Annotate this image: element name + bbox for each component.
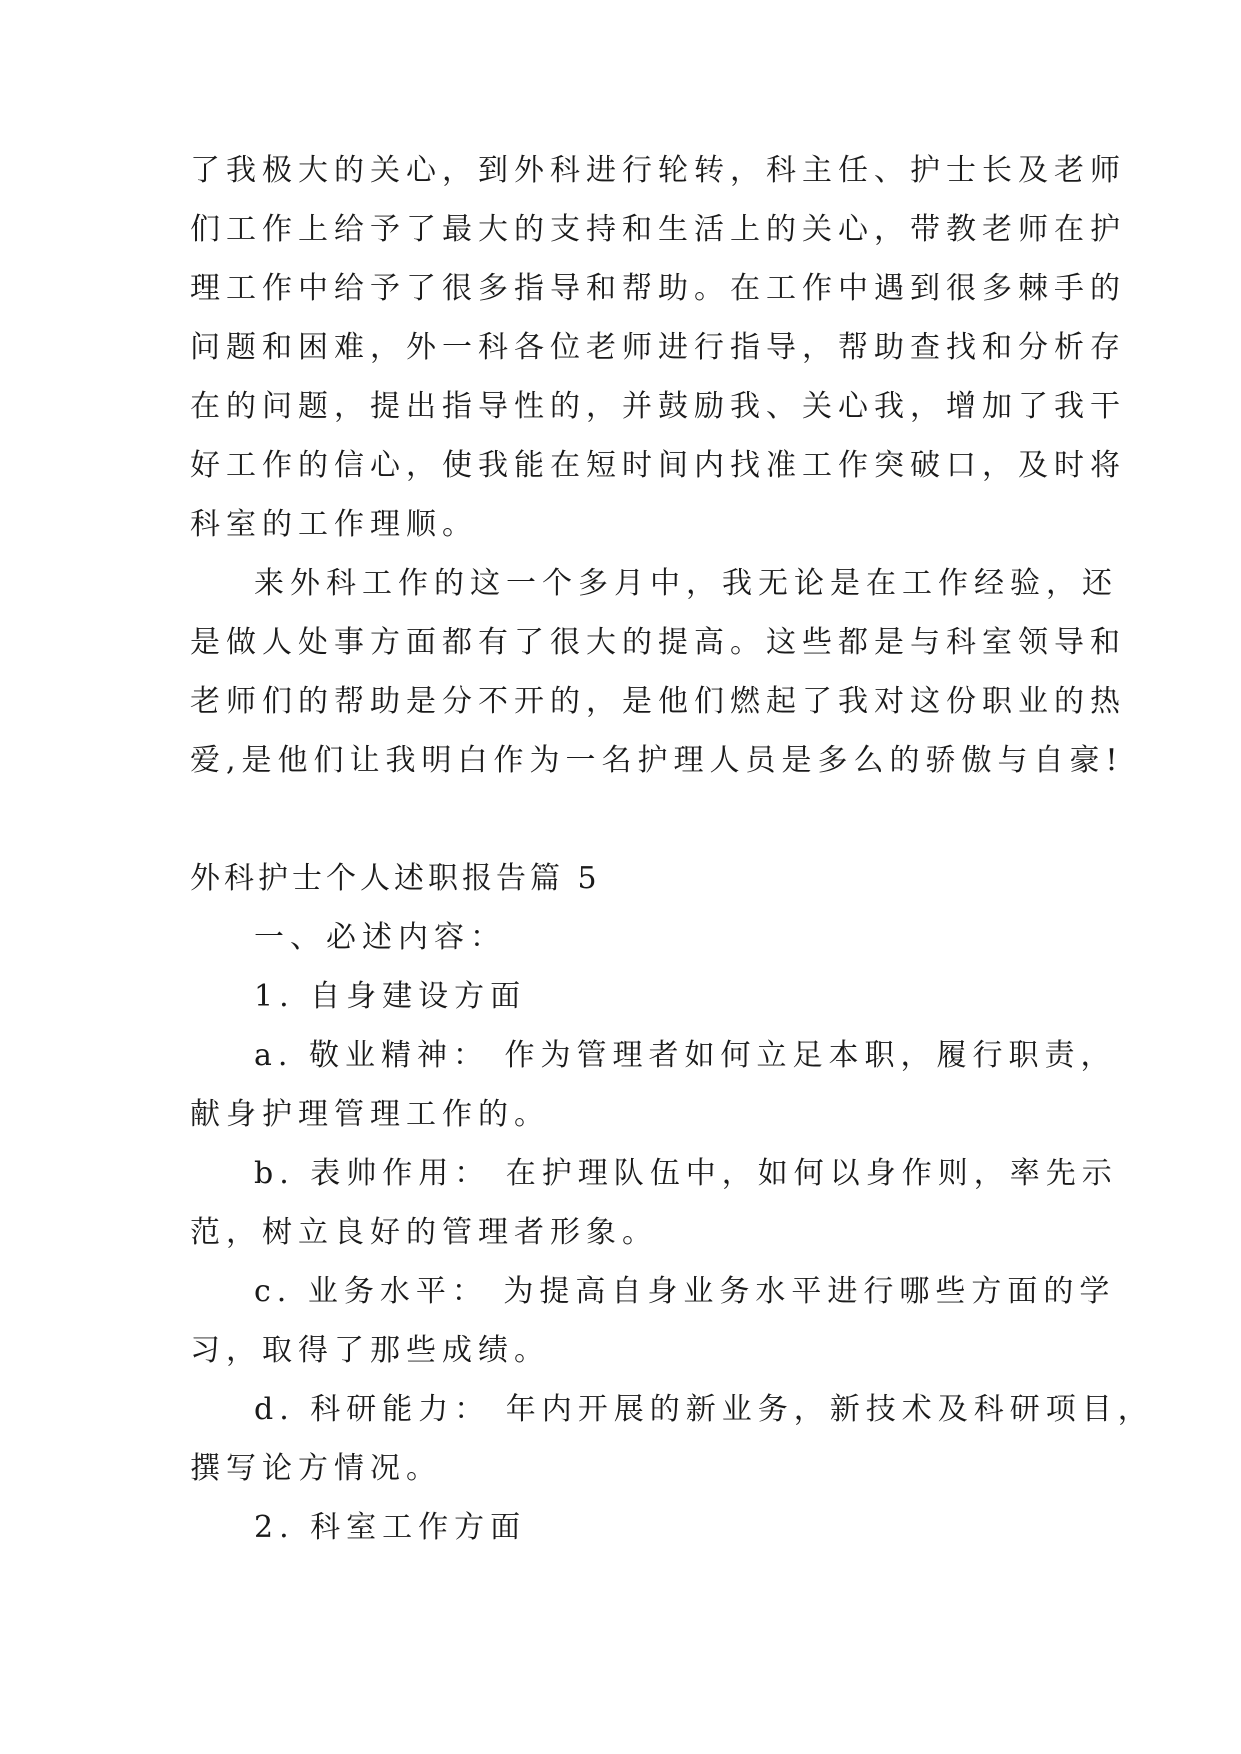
- list-item-continuation: 习，取得了那些成绩。: [190, 1333, 550, 1368]
- item-title: 1. 自身建设方面: [254, 979, 527, 1014]
- list-item: a. 敬业精神： 作为管理者如何立足本职，履行职责，: [254, 1038, 1117, 1073]
- text-line: 问题和困难，外一科各位老师进行指导，帮助查找和分析存: [190, 330, 1126, 365]
- list-item: c. 业务水平： 为提高自身业务水平进行哪些方面的学: [254, 1274, 1116, 1309]
- item-title: 2. 科室工作方面: [254, 1510, 527, 1545]
- list-item-continuation: 范，树立良好的管理者形象。: [190, 1215, 658, 1250]
- list-item-continuation: 撰写论方情况。: [190, 1451, 442, 1486]
- text-line: 好工作的信心，使我能在短时间内找准工作突破口，及时将: [190, 448, 1126, 483]
- list-item-continuation: 献身护理管理工作的。: [190, 1097, 550, 1132]
- text-line: 在的问题，提出指导性的，并鼓励我、关心我，增加了我干: [190, 389, 1126, 424]
- text-line: 科室的工作理顺。: [190, 507, 478, 542]
- text-line: 来外科工作的这一个多月中，我无论是在工作经验，还: [254, 566, 1118, 601]
- text-line: 理工作中给予了很多指导和帮助。在工作中遇到很多棘手的: [190, 271, 1126, 306]
- text-line: 们工作上给予了最大的支持和生活上的关心，带教老师在护: [190, 212, 1126, 247]
- text-line: 了我极大的关心，到外科进行轮转，科主任、护士长及老师: [190, 153, 1126, 188]
- text-line: 老师们的帮助是分不开的，是他们燃起了我对这份职业的热: [190, 684, 1126, 719]
- section-heading: 外科护士个人述职报告篇 5: [190, 861, 601, 896]
- list-item: d. 科研能力： 年内开展的新业务，新技术及科研项目，: [254, 1392, 1154, 1427]
- section-intro: 一、必述内容：: [254, 920, 506, 955]
- text-line: 是做人处事方面都有了很大的提高。这些都是与科室领导和: [190, 625, 1126, 660]
- text-line: 爱,是他们让我明白作为一名护理人员是多么的骄傲与自豪!: [190, 743, 1124, 778]
- list-item: b. 表帅作用： 在护理队伍中，如何以身作则，率先示: [254, 1156, 1118, 1191]
